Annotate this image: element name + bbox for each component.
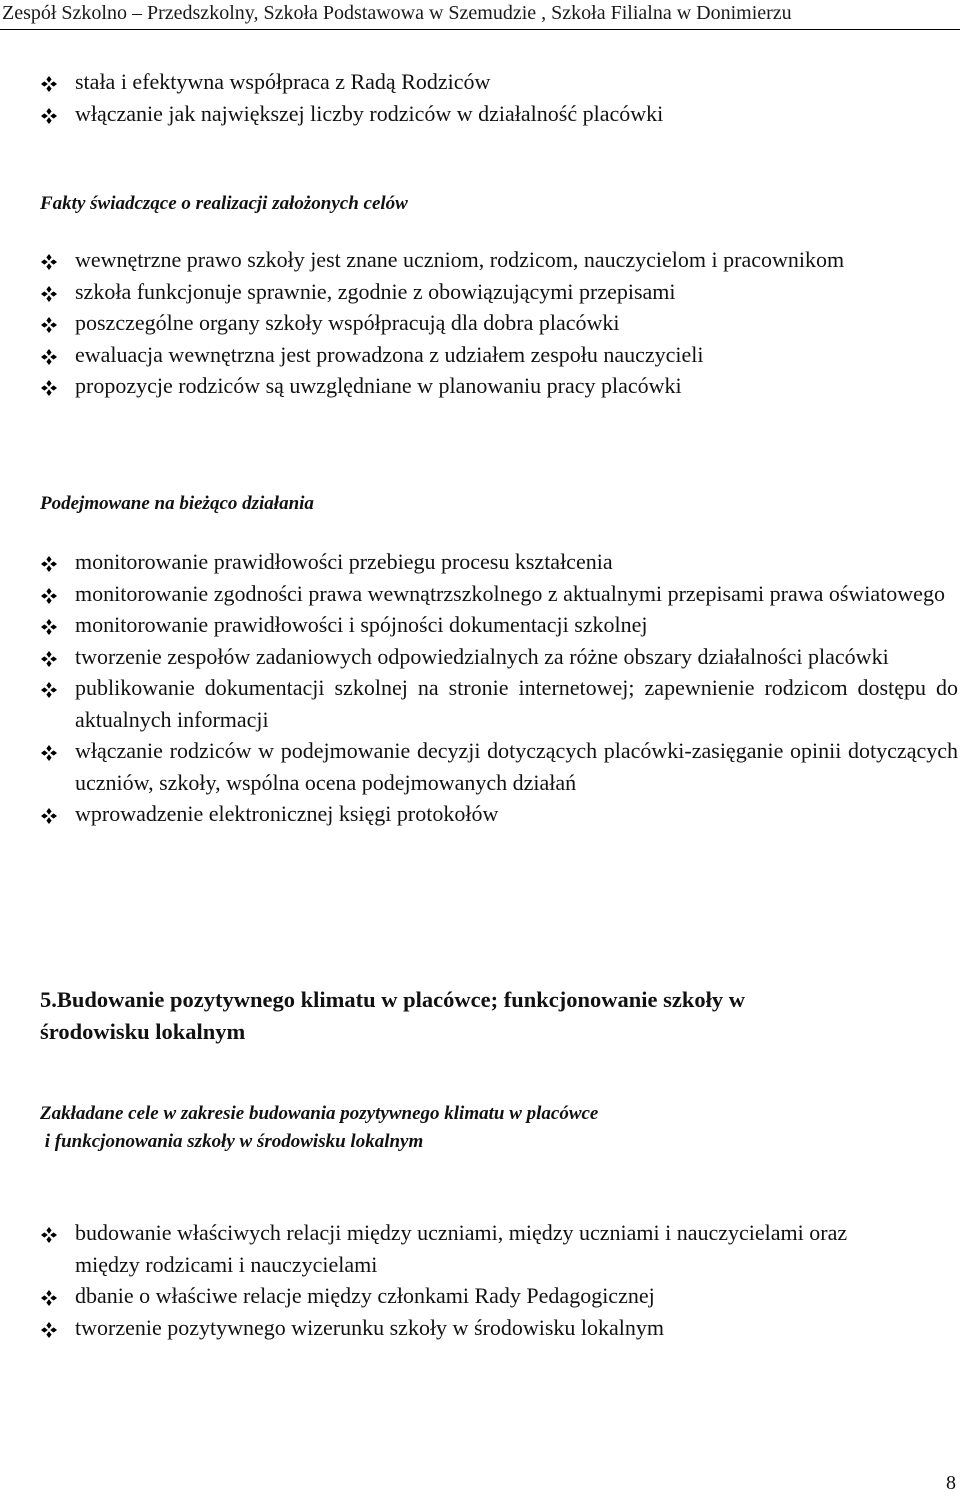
actions-list (40, 546, 958, 830)
diamond-bullet-icon (40, 1321, 58, 1339)
diamond-bullet-icon (40, 253, 58, 271)
list-item: publikowanie dokumentacji szkolnej na stronie internetowej; zapewnienie rodzicom dostępu do aktualnych informacji (40, 672, 958, 735)
header-title: Zespół Szkolno – Przedszkolny, Szkoła Podstawowa w Szemudzie , Szkoła Filialna w Donimierzu (2, 2, 792, 24)
top-list-block (40, 66, 958, 129)
diamond-bullet-icon (40, 1226, 58, 1244)
section-5-title: 5.Budowanie pozytywnego klimatu w placówce; funkcjonowanie szkoły w środowisku lokalnym (40, 987, 746, 1044)
goals-list (40, 1217, 958, 1343)
section-5-title-block (40, 984, 958, 1048)
header-rule (0, 29, 960, 30)
diamond-bullet-icon (40, 75, 58, 93)
list-item: monitorowanie prawidłowości przebiegu procesu kształcenia (40, 546, 958, 578)
list-item: dbanie o właściwe relacje między członkami Rady Pedagogicznej (40, 1280, 958, 1312)
list-item: włączanie rodziców w podejmowanie decyzji dotyczących placówki-zasięganie opinii dotyczących uczniów, szkoły, wspólna ocena podejmowanych działań (40, 735, 958, 798)
diamond-bullet-icon (40, 1289, 58, 1307)
list-item: poszczególne organy szkoły współpracują dla dobra placówki (40, 307, 958, 339)
diamond-bullet-icon (40, 285, 58, 303)
facts-heading: Fakty świadczące o realizacji założonych celów (40, 193, 408, 214)
list-item: monitorowanie zgodności prawa wewnątrzszkolnego z aktualnymi przepisami prawa oświatowego (40, 578, 960, 610)
diamond-bullet-icon (40, 587, 58, 605)
diamond-bullet-icon (40, 348, 58, 366)
list-item: monitorowanie prawidłowości i spójności dokumentacji szkolnej (40, 609, 958, 641)
actions-heading: Podejmowane na bieżąco działania (40, 493, 314, 514)
diamond-bullet-icon (40, 807, 58, 825)
list-item: tworzenie pozytywnego wizerunku szkoły w środowisku lokalnym (40, 1312, 958, 1344)
actions-block (40, 490, 958, 518)
diamond-bullet-icon (40, 379, 58, 397)
diamond-bullet-icon (40, 555, 58, 573)
list-item: wewnętrzne prawo szkoły jest znane uczniom, rodzicom, nauczycielom i pracownikom (40, 244, 865, 276)
list-item: włączanie jak największej liczby rodziców w działalność placówki (40, 98, 958, 130)
list-item: szkoła funkcjonuje sprawnie, zgodnie z obowiązującymi przepisami (40, 276, 958, 308)
list-item: ewaluacja wewnętrzna jest prowadzona z udziałem zespołu nauczycieli (40, 339, 958, 371)
diamond-bullet-icon (40, 681, 58, 699)
diamond-bullet-icon (40, 650, 58, 668)
list-item: budowanie właściwych relacji między uczniami, między uczniami i nauczycielami oraz między rodzicami i nauczycielami (40, 1217, 865, 1280)
diamond-bullet-icon (40, 744, 58, 762)
list-item: tworzenie zespołów zadaniowych odpowiedzialnych za różne obszary działalności placówki (40, 641, 958, 673)
list-item: propozycje rodziców są uwzględniane w planowaniu pracy placówki (40, 370, 958, 402)
facts-block (40, 190, 958, 218)
page-number: 8 (946, 1472, 956, 1494)
diamond-bullet-icon (40, 316, 58, 334)
document-header (0, 0, 960, 30)
actions-list-block (40, 546, 958, 830)
goals-heading: Zakładane cele w zakresie budowania pozytywnego klimatu w placówce i funkcjonowania szkoły w środowisku lokalnym (40, 1103, 599, 1152)
facts-list-block (40, 244, 958, 402)
diamond-bullet-icon (40, 618, 58, 636)
list-item: wprowadzenie elektronicznej księgi protokołów (40, 798, 958, 830)
goals-list-block (40, 1217, 958, 1343)
diamond-bullet-icon (40, 107, 58, 125)
goals-heading-block (40, 1100, 958, 1156)
top-list (40, 66, 958, 129)
facts-list (40, 244, 958, 402)
list-item: stała i efektywna współpraca z Radą Rodziców (40, 66, 958, 98)
